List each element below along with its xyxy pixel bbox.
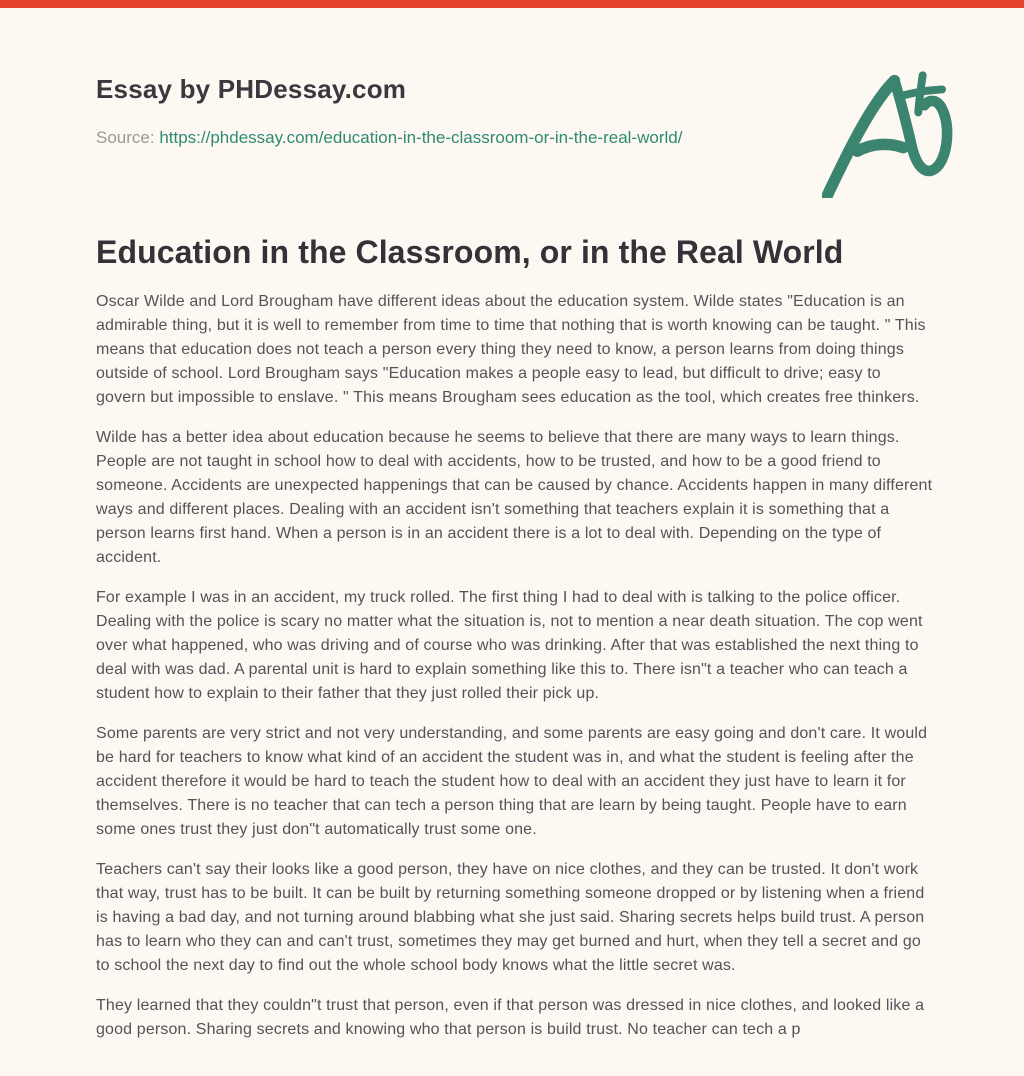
phdessay-a-plus-logo-icon	[822, 70, 958, 198]
source-url-link[interactable]	[159, 128, 682, 147]
essay-paragraph-2: Wilde has a better idea about education because he seems to believe that there are many ways to learn things. People are not taught in school how to deal with accidents, how to be trusted, and how to be a good friend to someone. Accidents are unexpected happenings that can be caused by chance. Accidents happen in many different ways and different places. Dealing with an accident isn't something that teachers explain it is something that a person learns first hand. When a person is in an accident there is a lot to deal with. Depending on the type of accident.	[96, 429, 933, 567]
top-accent-bar	[0, 0, 1024, 8]
source-url-text: https://phdessay.com/education-in-the-classroom-or-in-the-real-world/	[159, 128, 683, 148]
essay-paragraph-3: For example I was in an accident, my truck rolled. The first thing I had to deal with is talking to the police officer. Dealing with the police is scary no matter what the situation is, not to mention a near death situation. The cop went over what happened, who was driving and of course who was drinking. After that was established the next thing to deal with was dad. A parental unit is hard to explain something like this to. There isn"t a teacher who can teach a student how to explain to their father that they just rolled their pick up.	[96, 589, 923, 703]
source-line	[96, 126, 928, 150]
source-label: Source:	[96, 128, 155, 148]
essay-content	[0, 232, 1024, 1042]
essay-title: Education in the Classroom, or in the Real World	[96, 234, 844, 271]
essay-body	[96, 290, 934, 1042]
page-header	[0, 8, 1024, 150]
essay-paragraph-4: Some parents are very strict and not very understanding, and some parents are easy going and don't care. It would be hard for teachers to know what kind of an accident the student was in, and what the student is feeling after the accident therefore it would be hard to teach the student how to deal with an accident they just have to learn it for themselves. There is no teacher that can tech a person thing that are learn by being taught. People have to earn some ones trust they just don"t automatically trust some one.	[96, 725, 928, 839]
essay-paragraph-6: They learned that they couldn"t trust that person, even if that person was dressed in nice clothes, and looked like a good person. Sharing secrets and knowing who that person is build trust. No teacher can tech a p	[96, 997, 925, 1039]
essay-paragraph-5: Teachers can't say their looks like a good person, they have on nice clothes, and they can be trusted. It don't work that way, trust has to be built. It can be built by returning something someone dropped or by listening when a friend is having a bad day, and not turning around blabbing what she just said. Sharing secrets helps build trust. A person has to learn who they can and can't trust, sometimes they may get burned and hurt, when they tell a secret and go to school the next day to find out the whole school body knows what the little secret was.	[96, 861, 925, 975]
essay-paragraph-1: Oscar Wilde and Lord Brougham have different ideas about the education system. Wilde states "Education is an admirable thing, but it is well to remember from time to time that nothing that is worth knowing can be taught. " This means that education does not teach a person every thing they need to know, a person learns from doing things outside of school. Lord Brougham says "Education makes a people easy to lead, but difficult to drive; easy to govern but impossible to enslave. " This means Brougham sees education as the tool, which creates free thinkers.	[96, 293, 926, 407]
site-heading: Essay by PHDessay.com	[96, 74, 407, 104]
